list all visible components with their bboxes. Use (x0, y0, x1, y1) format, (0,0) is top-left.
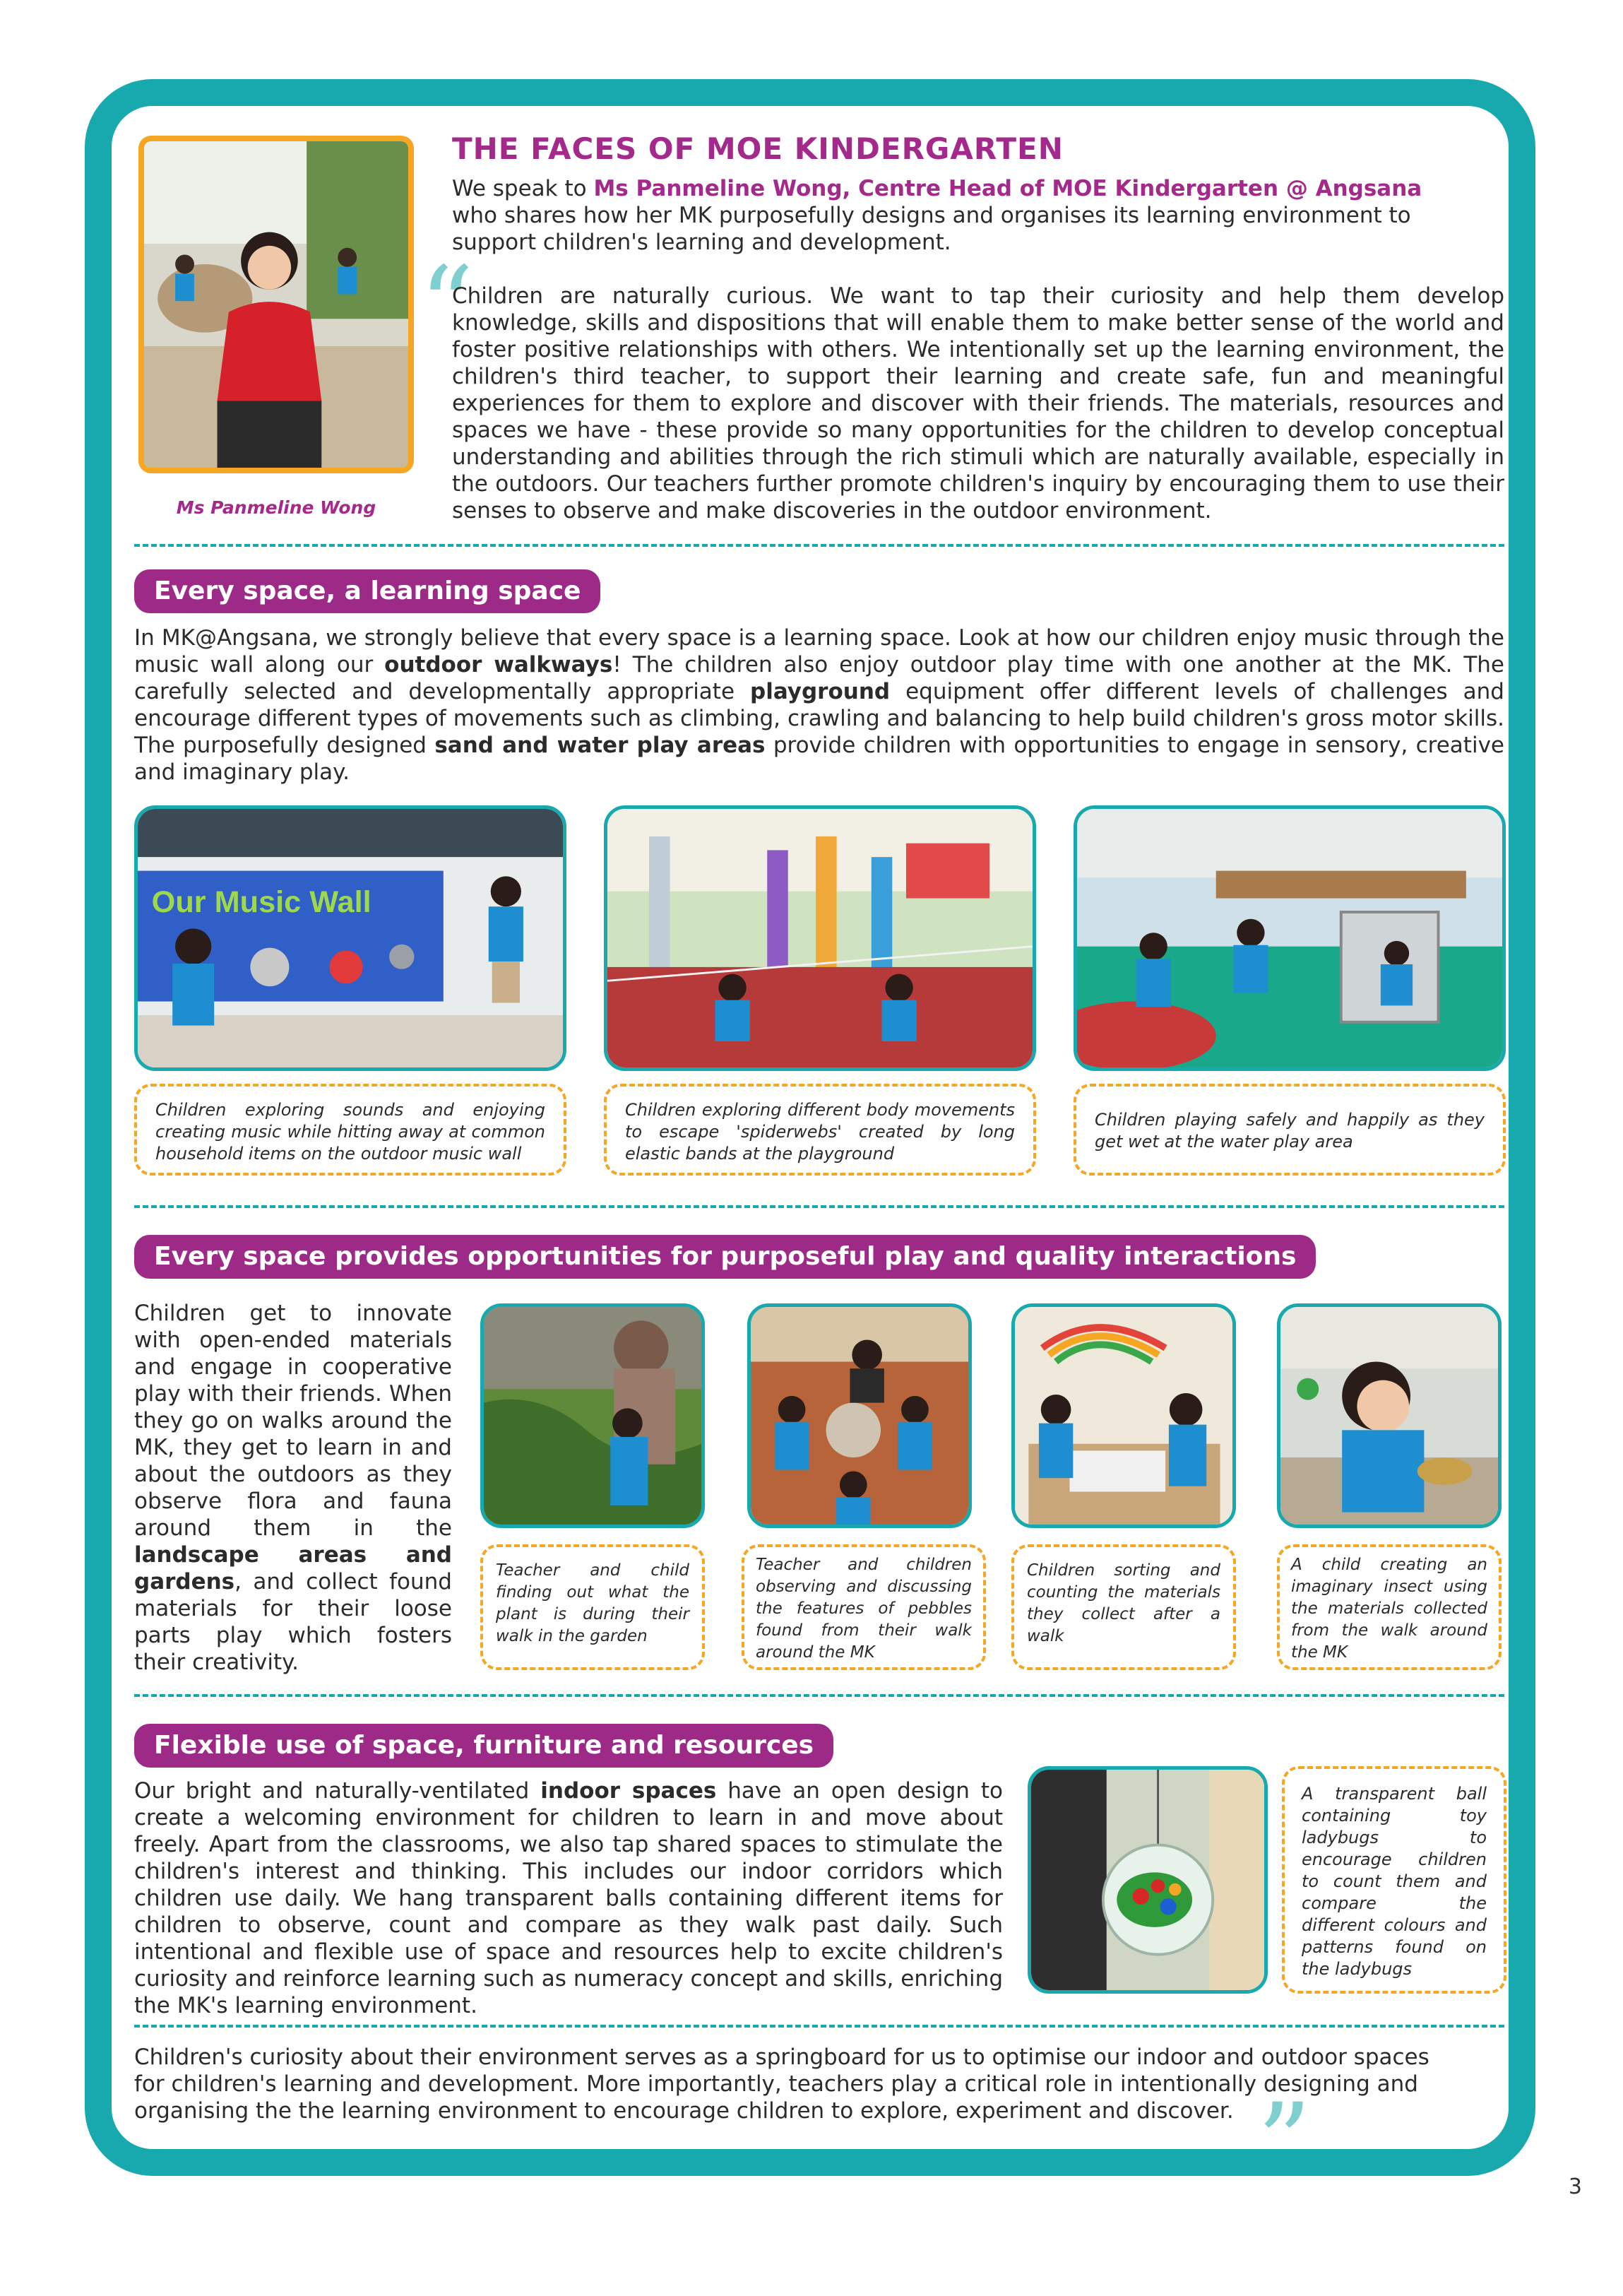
sorting-photo (1011, 1303, 1236, 1528)
caption-music-wall: Children exploring sounds and enjoying creating music while hitting away at common household items on the outdoor music wall (134, 1084, 566, 1176)
water-play-photo (1074, 805, 1506, 1071)
divider (134, 544, 1504, 547)
page-title: THE FACES OF MOE KINDERGARTEN (452, 131, 1064, 166)
intro-text: We speak to Ms Panmeline Wong, Centre Head of MOE Kindergarten @ Angsana who shares how her MK purposefully designs and organises its learning environment to support children's learning and development. (452, 176, 1422, 255)
caption-pebbles: Teacher and children observing and discussing the features of pebbles found from their walk around the MK (742, 1544, 986, 1670)
pebbles-photo (747, 1303, 972, 1528)
closing-text: Children's curiosity about their environment serves as a springboard for us to optimise our indoor and outdoor spaces for children's learning and development. More importantly, teachers play a critical role in intentionally designing and organising the the learning environment to encourage children to explore, experiment and discover. (134, 2044, 1429, 2124)
section1-heading: Every space, a learning space (134, 569, 600, 613)
music-wall-sign: Our Music Wall (151, 885, 371, 919)
close-quote-mark: ” (1257, 2081, 1312, 2204)
section3-heading: Flexible use of space, furniture and resources (134, 1724, 833, 1768)
caption-imaginary-insect: A child creating an imaginary insect using the materials collected from the walk around the MK (1277, 1544, 1502, 1670)
open-quote-mark: “ (420, 244, 474, 367)
section2-text: Children get to innovate with open-ended materials and engage in cooperative play with their friends. When they go on walks around the MK, they get to learn in and about the outdoors as they observe flora and fauna around them in the landscape areas and gardens, and collect found materials for their loose parts play which fosters their creativity. (134, 1301, 452, 1675)
ladybug-ball-photo (1028, 1766, 1268, 1994)
portrait-photo (138, 136, 414, 473)
intro-highlight: Ms Panmeline Wong, Centre Head of MOE Kindergarten @ Angsana (593, 176, 1422, 201)
playground-photo (604, 805, 1036, 1071)
imaginary-insect-photo (1277, 1303, 1502, 1528)
caption-sorting: Children sorting and counting the materials they collect after a walk (1011, 1544, 1236, 1670)
page-number: 3 (1568, 2174, 1582, 2199)
caption-water-play: Children playing safely and happily as they get wet at the water play area (1074, 1084, 1506, 1176)
garden-walk-photo (480, 1303, 705, 1528)
caption-ladybug-ball: A transparent ball containing toy ladybugs to encourage children to count them and compare the different colours and patterns found on the ladybugs (1282, 1766, 1506, 1994)
divider (134, 1694, 1504, 1697)
caption-garden-walk: Teacher and child finding out what the plant is during their walk in the garden (480, 1544, 705, 1670)
head-quote: Children are naturally curious. We want to tap their curiosity and help them develop knowledge, skills and dispositions that will enable them to make better sense of the world and foster positive relationships with others. We intentionally set up the learning environment, the children's third teacher, to support their learning and create safe, fun and meaningful experiences for them to explore and discover with their friends. The materials, resources and spaces we have - these provide so many opportunities for the children to develop conceptual understanding and abilities through the rich stimuli which are naturally available, especially in the outdoors. Our teachers further promote children's inquiry by encouraging them to use their senses to observe and make discoveries in the outdoor environment. (452, 283, 1504, 523)
divider (134, 1205, 1504, 1208)
section1-text: In MK@Angsana, we strongly believe that every space is a learning space. Look at how our children enjoy music through the music wall along our outdoor walkways! The children also enjoy outdoor play time with one another at the MK. The carefully selected and developmentally appropriate playground equipment offer different levels of challenges and encourage different types of movements such as climbing, crawling and balancing to help build children's gross motor skills. The purposefully designed sand and water play areas provide children with opportunities to engage in sensory, creative and imaginary play. (134, 625, 1504, 785)
section3-text: Our bright and naturally-ventilated indoor spaces have an open design to create a welcoming environment for children to learn in and move about freely. Apart from the classrooms, we also tap shared spaces to stimulate the children's interest and thinking. This includes our indoor corridors which children use daily. We hang transparent balls containing different items for children to observe, count and compare as they walk past daily. Such intentional and flexible use of space and resources help to excite children's curiosity and reinforce learning such as numeracy concept and skills, enriching the MK's learning environment. (134, 1778, 1003, 2018)
music-wall-photo (134, 805, 566, 1071)
divider (134, 2025, 1504, 2028)
section2-heading: Every space provides opportunities for purposeful play and quality interactions (134, 1235, 1316, 1279)
caption-playground: Children exploring different body movements to escape 'spiderwebs' created by long elastic bands at the playground (604, 1084, 1036, 1176)
portrait-caption: Ms Panmeline Wong (176, 497, 376, 518)
